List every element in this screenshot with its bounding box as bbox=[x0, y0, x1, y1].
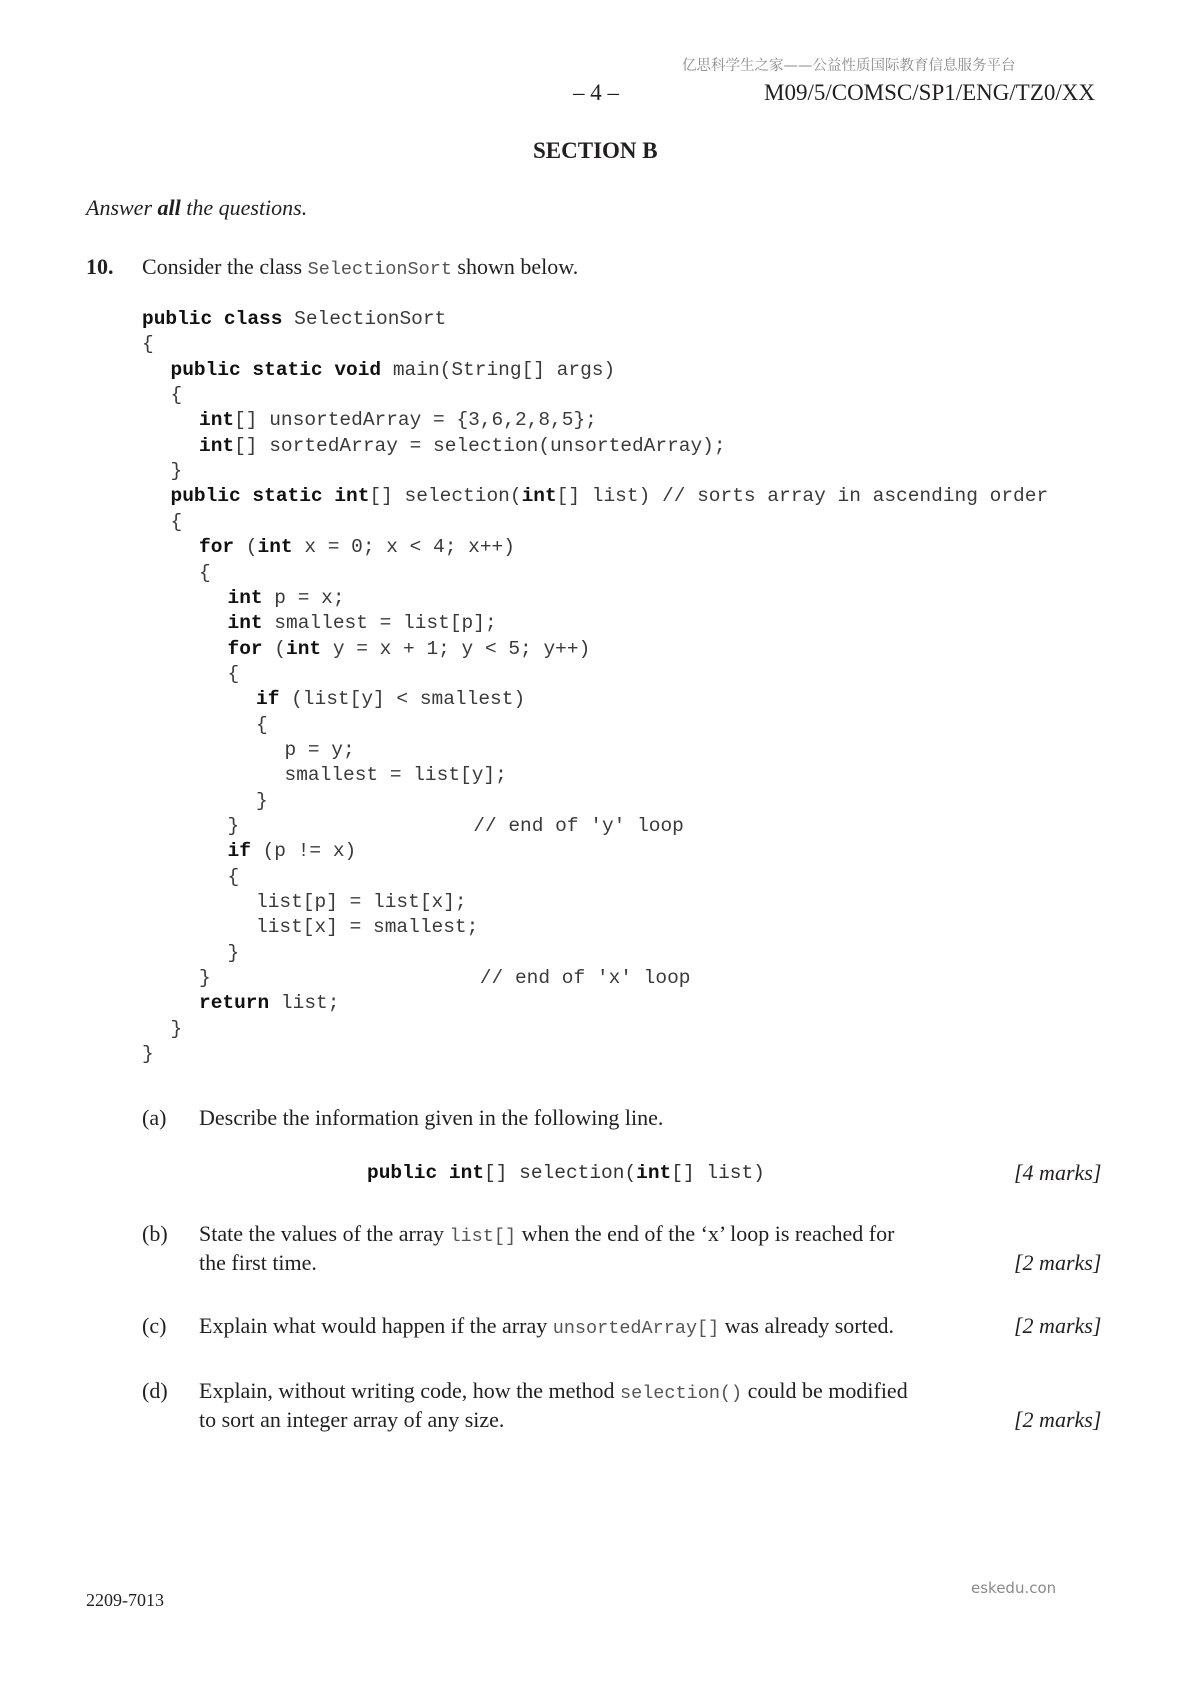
code-text: SelectionSort bbox=[282, 308, 447, 330]
code-line bbox=[256, 918, 478, 938]
part-a-label: (a) bbox=[142, 1105, 167, 1130]
part-d-label: (d) bbox=[142, 1378, 168, 1403]
part-c-text: Explain what would happen if the array unsortedArray[] was already sorted. bbox=[199, 1313, 894, 1339]
code-text: ( bbox=[262, 637, 287, 660]
question-number: 10. bbox=[86, 254, 114, 279]
code-line bbox=[228, 614, 497, 634]
part-d-text: Explain, without writing code, how the method selection() could be modified bbox=[199, 1378, 908, 1404]
code-keyword: int bbox=[199, 409, 235, 432]
code-text: } bbox=[170, 460, 183, 483]
part-d-marks: [2 marks] bbox=[1014, 1407, 1102, 1432]
code-keyword: public static int bbox=[170, 485, 370, 508]
code-line bbox=[227, 637, 591, 660]
code-line bbox=[227, 586, 345, 609]
code-text: } bbox=[227, 941, 240, 964]
code-line bbox=[199, 538, 515, 558]
code-text: list[x] = smallest; bbox=[256, 916, 479, 939]
part-b-label: (b) bbox=[142, 1221, 168, 1246]
code-text: { bbox=[170, 384, 183, 407]
code-line bbox=[170, 510, 183, 533]
code-text: } // end of 'x' loop bbox=[199, 967, 691, 990]
code-line bbox=[142, 310, 446, 330]
code-text: p = y; bbox=[284, 738, 355, 761]
code-keyword: int bbox=[257, 536, 293, 559]
code-text: { bbox=[170, 510, 183, 533]
code-keyword: return bbox=[199, 992, 270, 1015]
code-text: { bbox=[227, 662, 240, 685]
code-line bbox=[227, 865, 240, 888]
part-b-marks: [2 marks] bbox=[1014, 1250, 1102, 1275]
code-line bbox=[171, 487, 1049, 507]
section-title: SECTION B bbox=[533, 138, 658, 163]
code-keyword: int bbox=[227, 612, 263, 635]
code-line bbox=[256, 893, 467, 913]
code-line bbox=[199, 411, 597, 431]
code-keyword: public static void bbox=[170, 358, 382, 381]
code-line bbox=[256, 789, 268, 812]
page-number: – 4 – bbox=[573, 80, 619, 105]
code-keyword: int bbox=[521, 485, 557, 508]
code-keyword: for bbox=[199, 536, 235, 559]
code-line bbox=[227, 662, 240, 685]
code-text: smallest = list[p]; bbox=[262, 612, 497, 635]
part-a-text: Describe the information given in the following line. bbox=[199, 1105, 664, 1130]
code-text: ( bbox=[234, 536, 258, 559]
code-text: [] list) // sorts array in ascending order bbox=[556, 485, 1049, 508]
code-text: { bbox=[227, 865, 240, 888]
code-text: [] unsortedArray = {3,6,2,8,5}; bbox=[234, 409, 597, 432]
code-line bbox=[228, 842, 357, 862]
code-keyword: if bbox=[227, 840, 251, 863]
code-line bbox=[199, 434, 726, 457]
code-text: y = x + 1; y < 5; y++) bbox=[321, 637, 591, 660]
code-line bbox=[199, 561, 211, 584]
code-line bbox=[199, 969, 690, 989]
code-keyword: int bbox=[199, 434, 235, 457]
part-c-label: (c) bbox=[142, 1313, 167, 1338]
footer-code: 2209-7013 bbox=[86, 1590, 164, 1610]
code-text: x = 0; x < 4; x++) bbox=[292, 536, 515, 559]
code-keyword: public class bbox=[142, 308, 283, 330]
instruction: Answer all the questions. bbox=[86, 195, 308, 220]
part-a-marks: [4 marks] bbox=[1014, 1160, 1102, 1185]
code-text: } // end of 'y' loop bbox=[227, 815, 684, 837]
code-keyword: for bbox=[227, 637, 263, 660]
code-text: (list[y] < smallest) bbox=[279, 688, 526, 711]
part-b-text-line2: the first time. bbox=[199, 1250, 317, 1275]
code-line bbox=[284, 738, 355, 761]
paper-code: M09/5/COMSC/SP1/ENG/TZ0/XX bbox=[764, 80, 1095, 105]
question-intro: Consider the class SelectionSort shown below. bbox=[142, 254, 579, 280]
footer-watermark: eskedu.con bbox=[971, 1579, 1057, 1597]
part-b-text: State the values of the array list[] when the end of the ‘x’ loop is reached for bbox=[199, 1221, 895, 1247]
code-line bbox=[256, 713, 268, 736]
code-text: { bbox=[199, 561, 211, 584]
code-text: } bbox=[142, 1043, 154, 1066]
code-line bbox=[228, 817, 684, 837]
code-text: (p != x) bbox=[250, 840, 357, 863]
code-line bbox=[227, 941, 240, 964]
code-line bbox=[285, 766, 507, 786]
code-text: p = x; bbox=[262, 586, 345, 609]
code-keyword: int bbox=[227, 586, 263, 609]
code-line bbox=[199, 994, 339, 1014]
part-c-marks: [2 marks] bbox=[1014, 1313, 1102, 1338]
code-text: [] selection( bbox=[369, 485, 522, 508]
code-text: list[p] = list[x]; bbox=[256, 891, 467, 914]
code-text: { bbox=[142, 333, 154, 356]
code-line bbox=[171, 386, 183, 406]
code-line bbox=[142, 1045, 154, 1065]
code-text: [] sortedArray = selection(unsortedArray); bbox=[234, 434, 726, 457]
part-a-code: public int[] selection(int[] list) bbox=[367, 1162, 765, 1184]
code-text: { bbox=[256, 713, 268, 736]
code-line bbox=[256, 690, 525, 710]
watermark-top: 亿思科学生之家——公益性质国际教育信息服务平台 bbox=[682, 58, 1016, 74]
code-text: smallest = list[y]; bbox=[284, 764, 507, 787]
code-line bbox=[170, 1017, 183, 1040]
code-keyword: int bbox=[286, 637, 322, 660]
code-line bbox=[171, 462, 183, 482]
code-line bbox=[142, 335, 154, 355]
code-text: main(String[] args) bbox=[381, 358, 616, 381]
part-d-text-line2: to sort an integer array of any size. bbox=[199, 1407, 505, 1432]
code-text: } bbox=[256, 789, 268, 812]
code-keyword: if bbox=[256, 688, 280, 711]
code-text: list; bbox=[269, 992, 340, 1015]
code-text: } bbox=[170, 1017, 183, 1040]
code-line bbox=[170, 358, 616, 381]
